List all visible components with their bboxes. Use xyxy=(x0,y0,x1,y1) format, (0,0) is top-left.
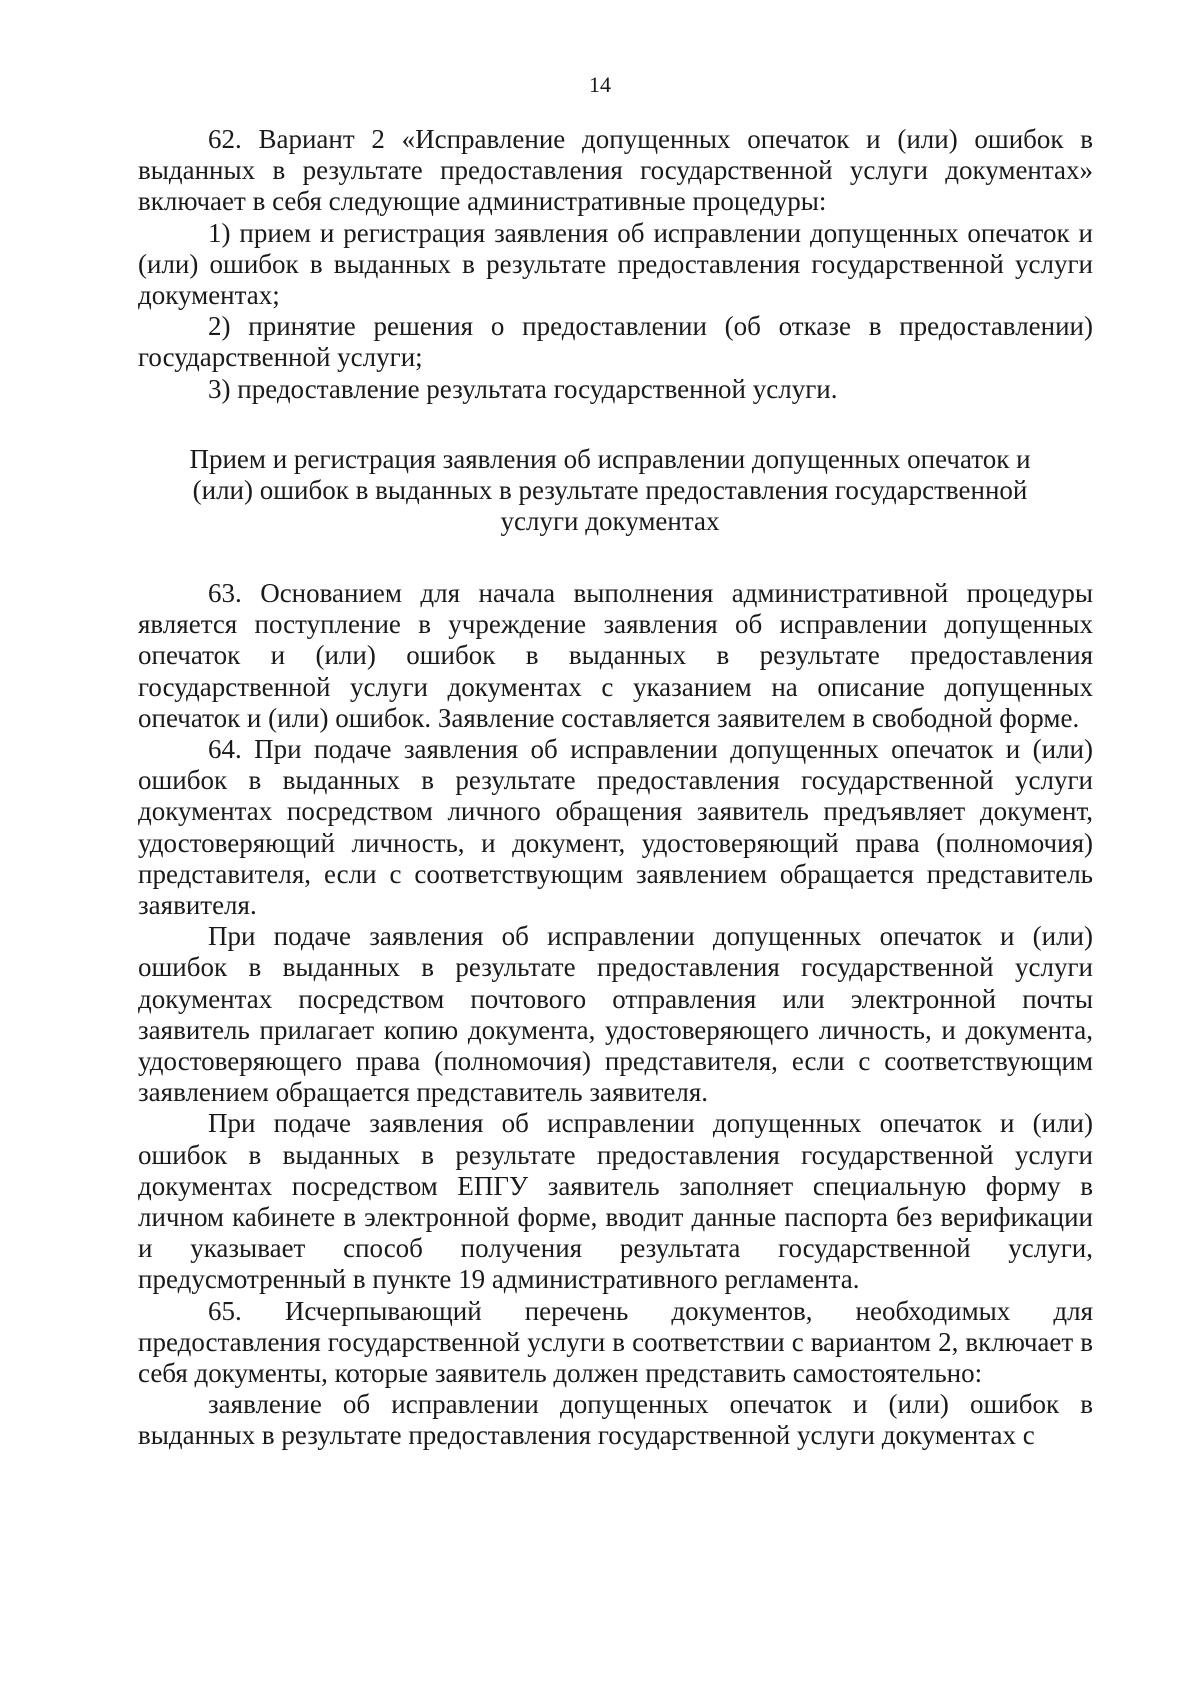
page-number: 14 xyxy=(589,72,611,97)
paragraph-64: 64. При подаче заявления об исправлении допущенных опечаток и (или) ошибок в выданных в результате предоставления государственной услуги документах посредством личного обращения заявитель предъявляет документ, удостоверяющий личность, и документ, удостоверяющий права (полномочия) представителя, если с соответствующим заявлением обращается представитель заявителя. xyxy=(138,734,1093,921)
paragraph-63: 63. Основанием для начала выполнения административной процедуры является поступление в учреждение заявления об исправлении допущенных опечаток и (или) ошибок в выданных в результате предоставления государственной услуги документах с указанием на описание допущенных опечаток и (или) ошибок. Заявление составляется заявителем в свободной форме. xyxy=(138,578,1093,733)
paragraph-62: 62. Вариант 2 «Исправление допущенных опечаток и (или) ошибок в выданных в результате предоставления государственной услуги документах» включает в себя следующие административные процедуры: xyxy=(138,124,1093,217)
paragraph-64-mail: При подаче заявления об исправлении допущенных опечаток и (или) ошибок в выданных в результате предоставления государственной услуги документах посредством почтового отправления или электронной почты заявитель прилагает копию документа, удостоверяющего личность, и документа, удостоверяющего права (полномочия) представителя, если с соответствующим заявлением обращается представитель заявителя. xyxy=(138,921,1093,1108)
procedure-item-2: 2) принятие решения о предоставлении (об отказе в предоставлении) государственной услуги; xyxy=(138,311,1093,373)
paragraph-65-application: заявление об исправлении допущенных опечаток и (или) ошибок в выданных в результате предоставления государственной услуги документах с xyxy=(138,1389,1093,1451)
procedure-item-3: 3) предоставление результата государственной услуги. xyxy=(208,373,838,404)
reception-section xyxy=(138,578,1093,1452)
procedure-item-1: 1) прием и регистрация заявления об исправлении допущенных опечаток и (или) ошибок в выданных в результате предоставления государственной услуги документах; xyxy=(138,217,1093,311)
section-heading: Прием и регистрация заявления об исправлении допущенных опечаток и (или) ошибок в выданных в результате предоставления государственной услуги документах xyxy=(189,444,1031,537)
paragraph-65: 65. Исчерпывающий перечень документов, необходимых для предоставления государственной услуги в соответствии с вариантом 2, включает в себя документы, которые заявитель должен представить самостоятельно: xyxy=(138,1295,1093,1389)
procedures-section xyxy=(138,124,1093,405)
paragraph-64-epgu: При подаче заявления об исправлении допущенных опечаток и (или) ошибок в выданных в результате предоставления государственной услуги документах посредством ЕПГУ заявитель заполняет специальную форму в личном кабинете в электронной форме, вводит данные паспорта без верификации и указывает способ получения результата государственной услуги, предусмотренный в пункте 19 административного регламента. xyxy=(138,1108,1093,1295)
